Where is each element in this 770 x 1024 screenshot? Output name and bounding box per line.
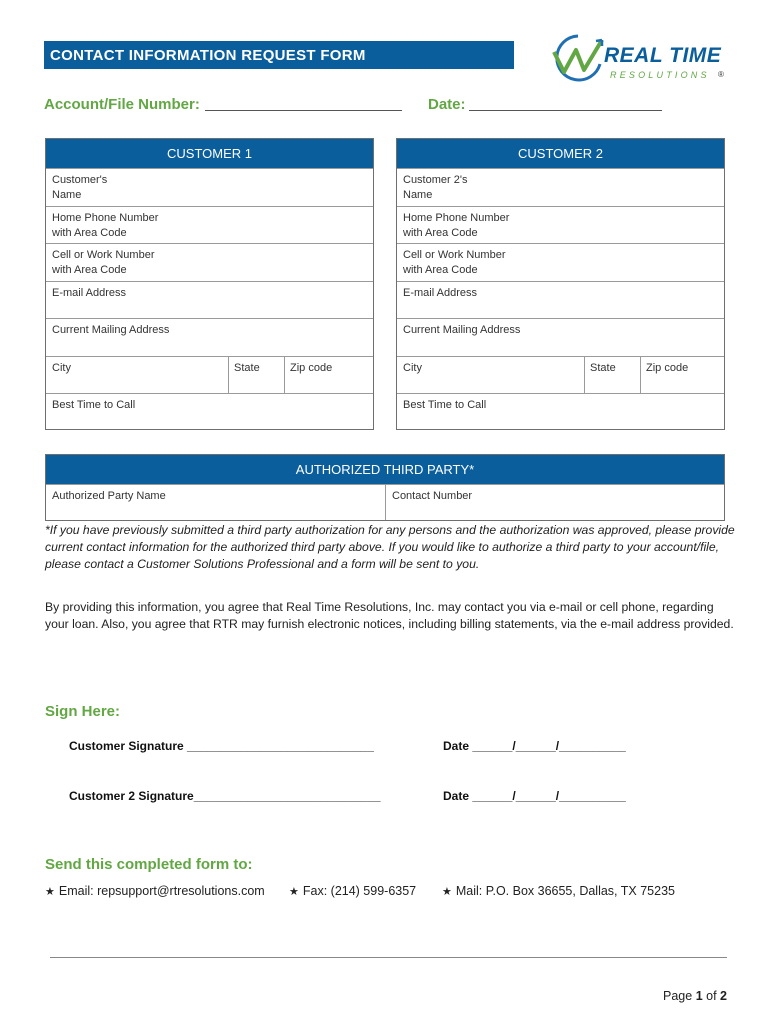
customer2-header: CUSTOMER 2 xyxy=(397,139,724,168)
field-label: Best Time to Call xyxy=(403,399,487,411)
send-mail-text: Mail: P.O. Box 36655, Dallas, TX 75235 xyxy=(455,884,675,898)
field-label: Best Time to Call xyxy=(52,399,136,411)
customer1-section xyxy=(45,138,374,430)
logo-text: REAL TIME xyxy=(604,44,722,67)
logo-registered-mark: ® xyxy=(718,70,724,79)
third-party-header: AUTHORIZED THIRD PARTY* xyxy=(46,455,724,484)
account-number-field[interactable] xyxy=(205,96,402,111)
field-label: Name xyxy=(403,189,433,201)
customer2-email-field[interactable] xyxy=(397,281,724,318)
customer-signature-line[interactable]: Customer Signature ____________________________ xyxy=(69,739,374,753)
date-label: Date: xyxy=(428,96,466,113)
sign-here-heading: Sign Here: xyxy=(45,703,121,720)
company-logo xyxy=(542,30,732,82)
send-form-heading: Send this completed form to: xyxy=(45,856,253,873)
customer1-zip-field[interactable]: Zip code xyxy=(290,362,333,374)
field-label: Name xyxy=(52,189,82,201)
page-word: Page xyxy=(663,989,693,1003)
field-label: Customer's xyxy=(52,174,108,186)
customer1-email-field[interactable] xyxy=(46,281,373,318)
page-current: 1 xyxy=(695,989,703,1003)
customer1-state-field[interactable]: State xyxy=(234,362,260,374)
customer1-best-time-field[interactable] xyxy=(46,393,373,430)
send-fax-item xyxy=(289,884,416,898)
of-word: of xyxy=(706,989,717,1003)
star-icon: ★ xyxy=(442,886,452,898)
field-label: Home Phone Number xyxy=(403,212,510,224)
page-number xyxy=(663,989,727,1003)
consent-text: By providing this information, you agree that Real Time Resolutions, Inc. may contact you via e-mail or cell phone, regarding your loan. Also, you agree that RTR may furnish electronic notices, including billing statements, via the e-mail address provided. xyxy=(45,600,734,631)
send-mail-item xyxy=(442,884,675,898)
logo-subtext: RESOLUTIONS xyxy=(610,70,710,80)
customer2-zip-field[interactable]: Zip code xyxy=(646,362,689,374)
customer2-city-state-zip-row xyxy=(397,356,724,393)
customer2-address-field[interactable] xyxy=(397,318,724,356)
customer1-header: CUSTOMER 1 xyxy=(46,139,373,168)
third-party-row xyxy=(46,484,724,520)
star-icon: ★ xyxy=(289,886,299,898)
customer2-section xyxy=(396,138,725,430)
send-email-text: Email: repsupport@rtresolutions.com xyxy=(58,884,265,898)
field-label: Current Mailing Address xyxy=(403,324,521,336)
customer1-name-field[interactable] xyxy=(46,168,373,206)
date-field[interactable] xyxy=(469,96,662,111)
customer-signature-date[interactable]: Date ______/______/__________ xyxy=(443,739,626,753)
contact-number-field[interactable]: Contact Number xyxy=(392,490,473,502)
customer1-address-field[interactable] xyxy=(46,318,373,356)
field-label: with Area Code xyxy=(403,264,478,276)
customer2-cell-phone-field[interactable] xyxy=(397,243,724,281)
field-label: Customer 2's xyxy=(403,174,468,186)
account-number-label: Account/File Number: xyxy=(44,96,200,113)
customer1-city-field[interactable]: City xyxy=(52,362,71,374)
form-title: CONTACT INFORMATION REQUEST FORM xyxy=(44,41,514,69)
third-party-note: *If you have previously submitted a third party authorization for any persons and the authorization was approved, please provide current contact information for the authorized third party above. If you would like to authorize a third party to your account/file, please contact a Customer Solutions Professional and a form will be sent to you. xyxy=(45,523,735,571)
send-fax-text: Fax: (214) 599-6357 xyxy=(302,884,417,898)
field-label: with Area Code xyxy=(403,227,478,239)
customer1-home-phone-field[interactable] xyxy=(46,206,373,243)
page-total: 2 xyxy=(720,989,727,1003)
field-label: Cell or Work Number xyxy=(403,249,506,261)
customer2-city-field[interactable]: City xyxy=(403,362,422,374)
customer2-home-phone-field[interactable] xyxy=(397,206,724,243)
authorized-party-name-field[interactable]: Authorized Party Name xyxy=(52,490,166,502)
field-label: with Area Code xyxy=(52,264,127,276)
customer2-state-field[interactable]: State xyxy=(590,362,616,374)
send-email-item xyxy=(45,884,265,898)
customer1-city-state-zip-row xyxy=(46,356,373,393)
customer1-cell-phone-field[interactable] xyxy=(46,243,373,281)
field-label: E-mail Address xyxy=(403,287,477,299)
footer-divider xyxy=(50,957,727,958)
third-party-section xyxy=(45,454,725,521)
star-icon: ★ xyxy=(45,886,55,898)
customer2-signature-line[interactable]: Customer 2 Signature____________________________ xyxy=(69,789,381,803)
field-label: Current Mailing Address xyxy=(52,324,170,336)
field-label: Home Phone Number xyxy=(52,212,159,224)
field-label: with Area Code xyxy=(52,227,127,239)
field-label: Cell or Work Number xyxy=(52,249,155,261)
logo-mark-icon xyxy=(542,30,612,82)
field-label: E-mail Address xyxy=(52,287,126,299)
customer2-best-time-field[interactable] xyxy=(397,393,724,430)
customer2-name-field[interactable] xyxy=(397,168,724,206)
customer2-signature-date[interactable]: Date ______/______/__________ xyxy=(443,789,626,803)
